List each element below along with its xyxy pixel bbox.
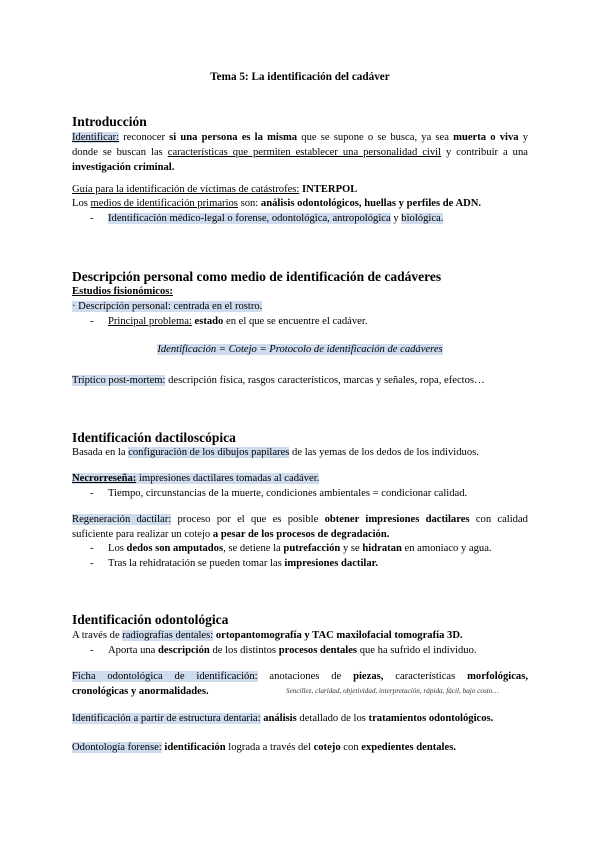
paragraph-line <box>72 146 528 159</box>
bold-text: análisis <box>263 713 297 724</box>
underlined-text: Principal problema: <box>108 316 192 327</box>
bold-text: tratamientos odontológicos. <box>368 713 494 724</box>
bold-text: muerta o viva <box>453 132 519 143</box>
bold-text: y <box>301 630 313 641</box>
bold-text: a pesar de los procesos de degradación. <box>212 529 390 540</box>
bold-text: hidratan <box>362 543 402 554</box>
bold-text: piezas, <box>353 671 384 682</box>
text-span: y <box>390 213 402 224</box>
text-span: en amoniaco y agua. <box>401 543 492 554</box>
section-heading-descripcion: Descripción personal como medio de identificación de cadáveres <box>72 269 442 284</box>
underlined-text: medios de identificación primarios <box>90 198 238 209</box>
bullet-item <box>90 315 367 328</box>
text-span: , se detiene la <box>223 543 284 554</box>
bold-text: impresiones dactilar. <box>284 558 379 569</box>
bold-text: putrefacción <box>283 543 341 554</box>
bold-text: cronológicas y anormalidades. <box>72 686 209 697</box>
paragraph-line <box>72 161 174 174</box>
bullet-item <box>90 487 467 500</box>
bold-text: cotejo <box>313 742 341 753</box>
formula-text: Identificación = Cotejo = Protocolo de identificación de cadáveres <box>157 344 443 355</box>
bullet-item <box>90 557 378 570</box>
text-span: donde se buscan las <box>72 147 168 158</box>
bold-text: análisis odontológicos, huellas y perfiles de ADN. <box>260 198 482 209</box>
highlight-text: Tríptico post-mortem: <box>72 375 166 386</box>
bold-text: dedos son amputados <box>126 543 224 554</box>
text-span: lograda a través del <box>225 742 314 753</box>
text-span: en el que se encuentre el cadáver. <box>223 316 368 327</box>
highlight-text: Identificación a partir de estructura dentaria: <box>72 713 261 724</box>
side-note: Sencillez, claridad, objetividad, interpretación, rápida, fácil, bajo costo… <box>286 687 499 695</box>
paragraph-line <box>72 183 357 196</box>
section-heading-odontologica: Identificación odontológica <box>72 612 229 627</box>
text-span: con calidad <box>469 514 528 525</box>
text-span: Basada en la <box>72 447 129 458</box>
bold-text: procesos dentales <box>278 645 358 656</box>
bold-text: TAC maxilofacial tomografía 3D. <box>312 630 463 641</box>
paragraph-line <box>72 712 493 725</box>
paragraph-line <box>72 131 528 144</box>
bullet-item <box>90 542 492 555</box>
highlight-text: biológica. <box>401 213 444 224</box>
paragraph-line <box>72 670 528 683</box>
document-title: Tema 5: La identificación del cadáver <box>210 71 390 83</box>
highlight-text: Identificación médico-legal o forense, odontológica, antropológica <box>108 213 391 224</box>
paragraph-line <box>72 741 456 754</box>
subheading: Estudios fisionómicos: <box>72 286 173 297</box>
paragraph-line <box>72 685 209 698</box>
text-span: detallado de los <box>296 713 369 724</box>
bullet-dash-icon: - <box>90 213 94 224</box>
highlight-text: Ficha odontológica de identificación: <box>72 671 258 682</box>
highlight-text: configuración de los dibujos papilares <box>128 447 290 458</box>
text-span: Tras la rehidratación se pueden tomar las <box>108 558 285 569</box>
text-span: características <box>383 671 468 682</box>
paragraph-line <box>72 528 389 541</box>
text-span: que ha sufrido el individuo. <box>357 645 477 656</box>
text-span: suficiente para realizar un cotejo <box>72 529 213 540</box>
bold-text: obtener impresiones dactilares <box>324 514 470 525</box>
text-span: reconocer <box>119 132 170 143</box>
text-span: Los <box>72 198 91 209</box>
text-span: A través de <box>72 630 123 641</box>
bullet-dash-icon: - <box>90 488 94 499</box>
paragraph-line <box>72 197 481 210</box>
text-span: con <box>340 742 362 753</box>
text-span: y contribuir a una <box>441 147 528 158</box>
highlight-text: radiografías dentales: <box>122 630 214 641</box>
bold-text: investigación criminal. <box>72 162 175 173</box>
text-span: Tiempo, circunstancias de la muerte, condiciones ambientales = condicionar calidad. <box>108 488 468 499</box>
paragraph-line <box>72 446 479 459</box>
text-span: descripción física, rasgos característicos, marcas y señales, ropa, efectos… <box>165 375 485 386</box>
bullet-item <box>90 644 477 657</box>
paragraph-line <box>72 629 463 642</box>
underlined-text: Guía para la identificación de víctimas de catástrofes: <box>72 184 300 195</box>
bold-text: identificación <box>164 742 226 753</box>
text-span: Los <box>108 543 127 554</box>
text-span: proceso por el que es posible <box>171 514 325 525</box>
text-span: de los distintos <box>209 645 279 656</box>
text-span: y se <box>340 543 363 554</box>
highlight-text: Odontología forense: <box>72 742 162 753</box>
bold-text: estado <box>194 316 224 327</box>
highlight-text: Regeneración dactilar: <box>72 514 172 525</box>
formula-line <box>0 344 600 355</box>
section-heading-introduccion: Introducción <box>72 114 147 129</box>
paragraph-line <box>72 285 173 298</box>
text-span: y <box>518 132 529 143</box>
paragraph-line <box>72 300 262 313</box>
paragraph-line <box>72 374 485 387</box>
bold-text: expedientes dentales. <box>361 742 456 753</box>
text-span: que se supone o se busca, ya sea <box>297 132 454 143</box>
text-span: son: <box>237 198 261 209</box>
bold-text: morfológicas, <box>467 671 528 682</box>
bullet-dash-icon: - <box>90 316 94 327</box>
bold-text: ortopantomografía <box>213 630 302 641</box>
bold-text: si una persona es la misma <box>169 132 298 143</box>
text-span: anotaciones de <box>257 671 354 682</box>
text-span: Aporta una <box>108 645 159 656</box>
bullet-dash-icon: - <box>90 558 94 569</box>
bold-text: descripción <box>158 645 210 656</box>
bold-text: INTERPOL <box>299 184 358 195</box>
underlined-text: características que permiten establecer una personalidad civil <box>167 147 442 158</box>
highlight-text: Identificar: <box>72 132 120 143</box>
highlight-text: Necrorreseña: <box>72 473 137 484</box>
bullet-item <box>90 212 443 225</box>
text-span: de las yemas de los dedos de los individuos. <box>289 447 479 458</box>
paragraph-line <box>72 472 319 485</box>
highlight-text: · Descripción personal: centrada en el rostro. <box>72 301 263 312</box>
bullet-dash-icon: - <box>90 543 94 554</box>
bullet-dash-icon: - <box>90 645 94 656</box>
section-heading-dactiloscopica: Identificación dactiloscópica <box>72 430 236 445</box>
paragraph-line <box>72 513 528 526</box>
highlight-text: impresiones dactilares tomadas al cadáver. <box>136 473 320 484</box>
